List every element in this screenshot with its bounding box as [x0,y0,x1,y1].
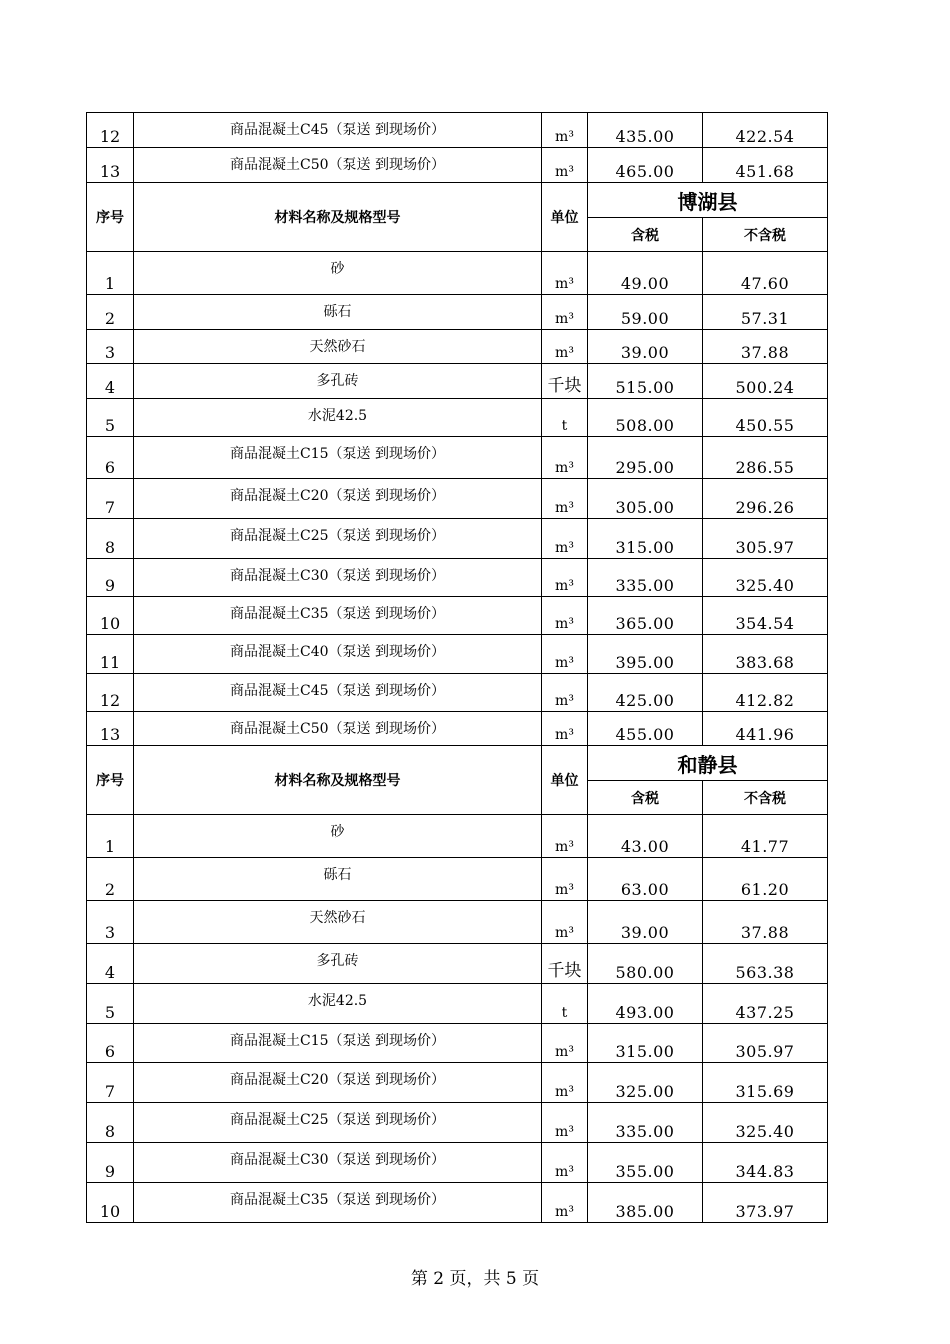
row-seq: 6 [87,1024,134,1063]
row-seq: 13 [87,712,134,746]
table-row [87,712,828,746]
material-name: 商品混凝土C15（泵送 到现场价） [134,437,542,479]
unit-cell: m³ [542,858,588,901]
price-tax-excluded: 61.20 [703,858,828,901]
table-row [87,1063,828,1103]
price-tax-included: 315.00 [588,1024,703,1063]
row-seq: 3 [87,330,134,364]
material-name: 砂 [134,252,542,295]
header-unit: 单位 [542,183,588,252]
section-header-row [87,746,828,781]
unit-cell: t [542,399,588,437]
row-seq: 8 [87,1103,134,1143]
material-name: 商品混凝土C45（泵送 到现场价） [134,674,542,712]
unit-cell: m³ [542,148,588,183]
price-tax-included: 515.00 [588,364,703,399]
unit-cell: 千块 [542,944,588,984]
unit-cell: m³ [542,437,588,479]
price-tax-included: 305.00 [588,479,703,519]
price-tax-included: 295.00 [588,437,703,479]
material-name: 商品混凝土C25（泵送 到现场价） [134,519,542,559]
row-seq: 10 [87,597,134,635]
material-name: 商品混凝土C50（泵送 到现场价） [134,712,542,746]
price-tax-included: 465.00 [588,148,703,183]
table-row [87,1024,828,1063]
price-tax-included: 355.00 [588,1143,703,1183]
table-row [87,113,828,148]
unit-cell: m³ [542,330,588,364]
header-seq: 序号 [87,746,134,815]
material-name: 砾石 [134,858,542,901]
price-tax-excluded: 450.55 [703,399,828,437]
table-row [87,815,828,858]
material-name: 水泥42.5 [134,984,542,1024]
price-tax-included: 493.00 [588,984,703,1024]
row-seq: 7 [87,1063,134,1103]
material-name: 商品混凝土C15（泵送 到现场价） [134,1024,542,1063]
county-title: 博湖县 [588,183,828,218]
page-footer: 第 2 页，共 5 页 [410,1269,540,1289]
row-seq: 10 [87,1183,134,1223]
price-tax-included: 455.00 [588,712,703,746]
price-tax-excluded: 296.26 [703,479,828,519]
row-seq: 4 [87,364,134,399]
unit-cell: m³ [542,252,588,295]
unit-cell: 千块 [542,364,588,399]
material-name: 商品混凝土C35（泵送 到现场价） [134,597,542,635]
row-seq: 11 [87,635,134,674]
table-row [87,364,828,399]
price-table-body [87,113,828,1223]
price-tax-included: 325.00 [588,1063,703,1103]
header-seq: 序号 [87,183,134,252]
material-name: 商品混凝土C35（泵送 到现场价） [134,1183,542,1223]
material-name: 商品混凝土C30（泵送 到现场价） [134,1143,542,1183]
price-tax-included: 59.00 [588,295,703,330]
price-tax-excluded: 325.40 [703,559,828,597]
price-tax-included: 385.00 [588,1183,703,1223]
header-tax-excluded: 不含税 [703,218,828,252]
material-name: 水泥42.5 [134,399,542,437]
price-tax-included: 63.00 [588,858,703,901]
material-name: 商品混凝土C45（泵送 到现场价） [134,113,542,148]
price-tax-excluded: 437.25 [703,984,828,1024]
price-tax-excluded: 451.68 [703,148,828,183]
price-table [86,112,828,1223]
unit-cell: m³ [542,1143,588,1183]
table-row [87,148,828,183]
header-unit: 单位 [542,746,588,815]
price-tax-excluded: 344.83 [703,1143,828,1183]
price-tax-included: 395.00 [588,635,703,674]
table-row [87,1103,828,1143]
table-row [87,479,828,519]
price-tax-included: 315.00 [588,519,703,559]
price-tax-included: 43.00 [588,815,703,858]
table-row [87,674,828,712]
row-seq: 3 [87,901,134,944]
unit-cell: m³ [542,901,588,944]
header-material-name: 材料名称及规格型号 [134,746,542,815]
unit-cell: t [542,984,588,1024]
table-row [87,559,828,597]
price-tax-excluded: 305.97 [703,519,828,559]
material-name: 商品混凝土C25（泵送 到现场价） [134,1103,542,1143]
row-seq: 12 [87,113,134,148]
row-seq: 1 [87,815,134,858]
row-seq: 9 [87,1143,134,1183]
price-tax-included: 580.00 [588,944,703,984]
table-row [87,944,828,984]
price-tax-included: 435.00 [588,113,703,148]
unit-cell: m³ [542,1063,588,1103]
table-row [87,1183,828,1223]
unit-cell: m³ [542,815,588,858]
price-tax-excluded: 412.82 [703,674,828,712]
row-seq: 5 [87,399,134,437]
row-seq: 6 [87,437,134,479]
unit-cell: m³ [542,519,588,559]
table-row [87,519,828,559]
table-row [87,901,828,944]
unit-cell: m³ [542,1183,588,1223]
price-tax-excluded: 500.24 [703,364,828,399]
row-seq: 8 [87,519,134,559]
row-seq: 7 [87,479,134,519]
header-tax-included: 含税 [588,781,703,815]
unit-cell: m³ [542,113,588,148]
table-row [87,1143,828,1183]
price-tax-excluded: 41.77 [703,815,828,858]
unit-cell: m³ [542,674,588,712]
material-name: 天然砂石 [134,330,542,364]
county-title: 和静县 [588,746,828,781]
price-tax-included: 335.00 [588,1103,703,1143]
price-tax-excluded: 47.60 [703,252,828,295]
header-material-name: 材料名称及规格型号 [134,183,542,252]
table-row [87,252,828,295]
material-name: 砾石 [134,295,542,330]
price-tax-included: 508.00 [588,399,703,437]
table-row [87,295,828,330]
price-tax-excluded: 57.31 [703,295,828,330]
unit-cell: m³ [542,1024,588,1063]
price-tax-included: 365.00 [588,597,703,635]
section-header-row [87,183,828,218]
price-tax-excluded: 354.54 [703,597,828,635]
table-row [87,858,828,901]
unit-cell: m³ [542,1103,588,1143]
material-name: 商品混凝土C20（泵送 到现场价） [134,1063,542,1103]
material-name: 商品混凝土C50（泵送 到现场价） [134,148,542,183]
table-row [87,597,828,635]
unit-cell: m³ [542,479,588,519]
row-seq: 1 [87,252,134,295]
row-seq: 12 [87,674,134,712]
unit-cell: m³ [542,635,588,674]
table-row [87,635,828,674]
table-row [87,437,828,479]
price-tax-excluded: 37.88 [703,901,828,944]
material-name: 商品混凝土C40（泵送 到现场价） [134,635,542,674]
price-table-container [86,112,827,1223]
price-tax-excluded: 37.88 [703,330,828,364]
price-tax-included: 39.00 [588,330,703,364]
price-tax-included: 425.00 [588,674,703,712]
price-tax-excluded: 383.68 [703,635,828,674]
material-name: 商品混凝土C30（泵送 到现场价） [134,559,542,597]
price-tax-excluded: 563.38 [703,944,828,984]
unit-cell: m³ [542,712,588,746]
unit-cell: m³ [542,559,588,597]
row-seq: 9 [87,559,134,597]
price-tax-excluded: 286.55 [703,437,828,479]
table-row [87,399,828,437]
price-tax-excluded: 422.54 [703,113,828,148]
material-name: 砂 [134,815,542,858]
row-seq: 2 [87,858,134,901]
table-row [87,984,828,1024]
price-tax-excluded: 315.69 [703,1063,828,1103]
material-name: 多孔砖 [134,944,542,984]
price-tax-excluded: 305.97 [703,1024,828,1063]
header-tax-excluded: 不含税 [703,781,828,815]
row-seq: 2 [87,295,134,330]
unit-cell: m³ [542,295,588,330]
material-name: 多孔砖 [134,364,542,399]
row-seq: 13 [87,148,134,183]
row-seq: 4 [87,944,134,984]
material-name: 商品混凝土C20（泵送 到现场价） [134,479,542,519]
material-name: 天然砂石 [134,901,542,944]
unit-cell: m³ [542,597,588,635]
price-tax-included: 49.00 [588,252,703,295]
price-tax-excluded: 325.40 [703,1103,828,1143]
row-seq: 5 [87,984,134,1024]
price-tax-excluded: 373.97 [703,1183,828,1223]
price-tax-included: 39.00 [588,901,703,944]
price-tax-excluded: 441.96 [703,712,828,746]
header-tax-included: 含税 [588,218,703,252]
table-row [87,330,828,364]
price-tax-included: 335.00 [588,559,703,597]
